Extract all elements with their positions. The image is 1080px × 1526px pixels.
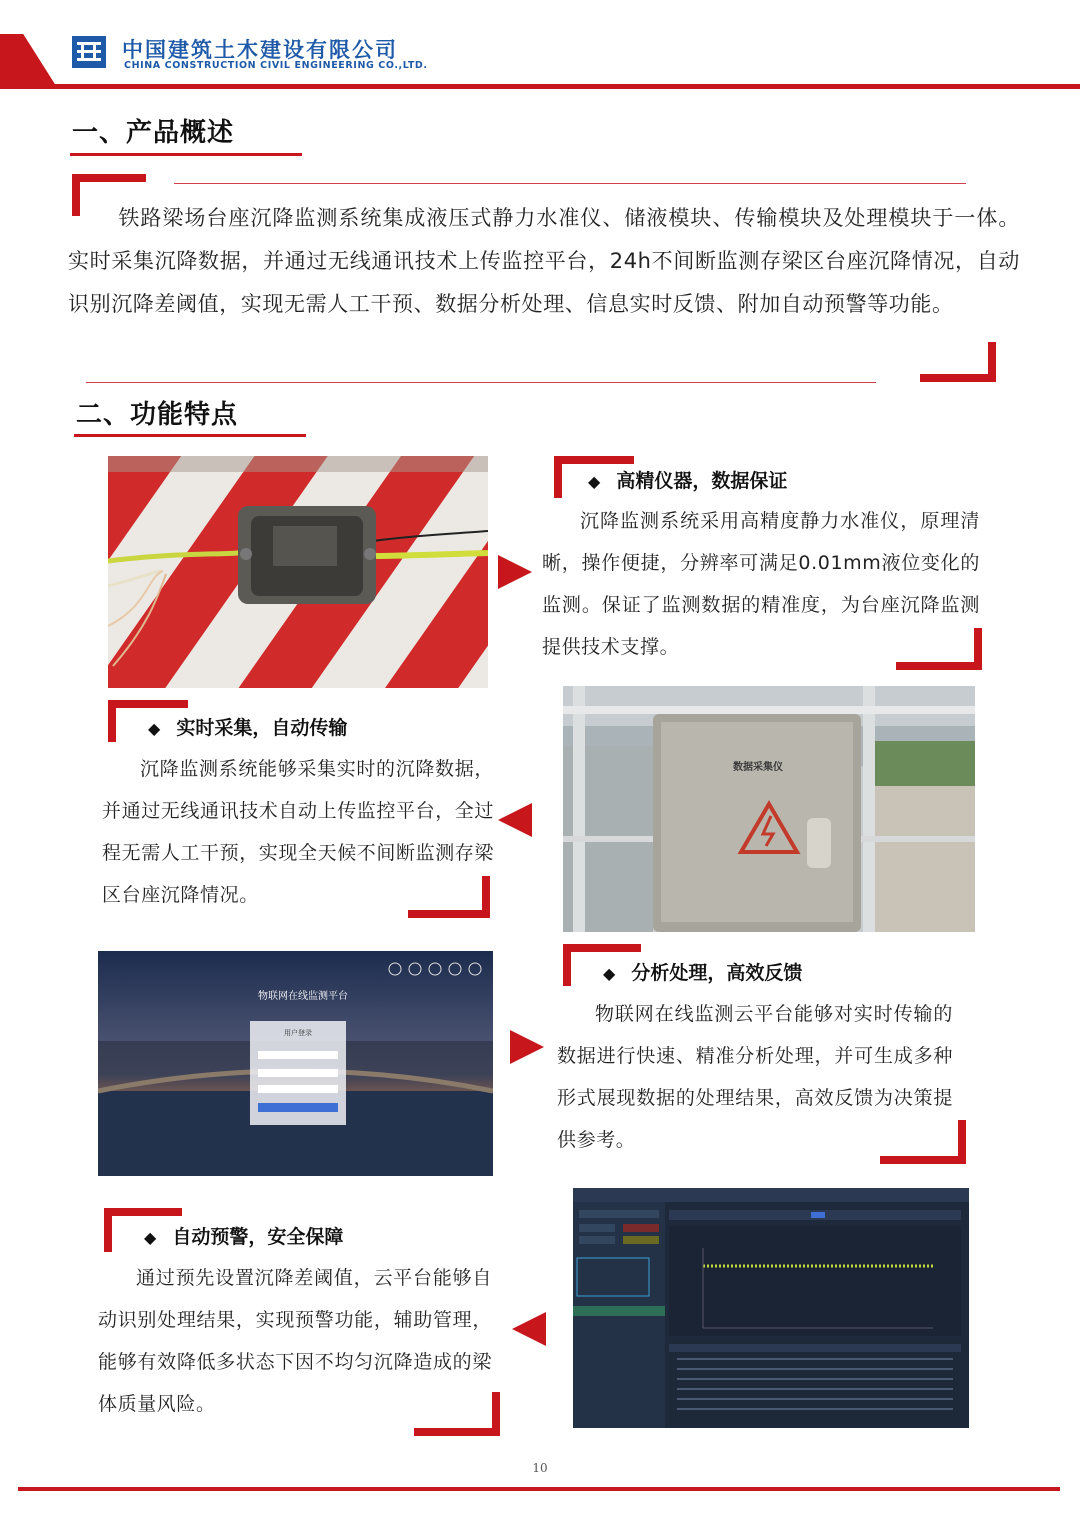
diamond-bullet-icon: ◆: [148, 719, 161, 738]
header-red-band: [0, 84, 1080, 89]
login-platform-title: 物联网在线监测平台: [258, 991, 348, 1002]
corner-bracket-bottom-right: [920, 342, 996, 382]
diamond-bullet-icon: ◆: [603, 964, 616, 983]
feature2-text: 沉降监测系统能够采集实时的沉降数据，并通过无线通讯技术自动上传监控平台，全过程无需人工干预，实现全天候不间断监测存梁区台座沉降情况。: [102, 758, 495, 906]
corner-bracket-bottom-right: [408, 876, 490, 918]
feature4-text: 通过预先设置沉降差阈值，云平台能够自动识别处理结果，实现预警功能，辅助管理，能够有效降低多状态下因不均匀沉降造成的梁体质量风险。: [98, 1267, 492, 1415]
cabinet-label: 数据采集仪: [733, 762, 783, 773]
company-name-en: CHINA CONSTRUCTION CIVIL ENGINEERING CO.,LTD.: [124, 60, 428, 71]
pointer-arrow: [510, 1030, 544, 1064]
company-logo-icon: [72, 36, 106, 68]
overview-paragraph: 铁路梁场台座沉降监测系统集成液压式静力水准仪、储液模块、传输模块及处理模块于一体。实时采集沉降数据，并通过无线通讯技术上传监控平台，24h不间断监测存梁区台座沉降情况，自动识别沉降差阈值，实现无需人工干预、数据分析处理、信息实时反馈、附加自动预警等功能。: [68, 206, 1020, 316]
corner-bracket-bottom-right: [896, 628, 982, 670]
feature4-title: ◆ 自动预警，安全保障: [144, 1226, 344, 1248]
section1-title: 一、产品概述: [72, 118, 235, 148]
company-name-cn: 中国建筑土木建设有限公司: [122, 38, 398, 62]
pointer-arrow: [498, 803, 532, 837]
footer-red-line: [18, 1487, 1060, 1491]
feature1-text: 沉降监测系统采用高精度静力水准仪，原理清晰，操作便捷，分辨率可满足0.01mm液位变化的监测。保证了监测数据的精准度，为台座沉降监测提供技术支撑。: [542, 510, 980, 658]
photo-level-sensor: [108, 456, 488, 688]
section2-title: 二、功能特点: [76, 400, 239, 430]
divider-line: [174, 183, 966, 184]
section1-underline: [70, 153, 302, 156]
pointer-arrow: [498, 555, 532, 589]
diamond-bullet-icon: ◆: [144, 1228, 157, 1247]
login-box-title: 用户登录: [284, 1029, 312, 1037]
photo-data-cabinet: [563, 686, 975, 932]
diamond-bullet-icon: ◆: [588, 472, 601, 491]
corner-bracket-bottom-right: [880, 1120, 966, 1164]
pointer-arrow: [512, 1312, 546, 1346]
photo-monitoring-dashboard: [573, 1188, 969, 1428]
feature2-title: ◆ 实时采集，自动传输: [148, 717, 348, 739]
feature3-title: ◆ 分析处理，高效反馈: [603, 962, 803, 984]
feature1-title: ◆ 高精仪器，数据保证: [588, 470, 788, 492]
page-number: 10: [532, 1461, 548, 1475]
photo-platform-login: [98, 951, 493, 1176]
header-red-slant: [0, 34, 58, 89]
section2-underline: [74, 434, 306, 437]
divider-line: [86, 382, 876, 383]
feature3-text: 物联网在线监测云平台能够对实时传输的数据进行快速、精准分析处理，并可生成多种形式展现数据的处理结果，高效反馈为决策提供参考。: [557, 1003, 953, 1151]
corner-bracket-bottom-right: [414, 1392, 500, 1436]
